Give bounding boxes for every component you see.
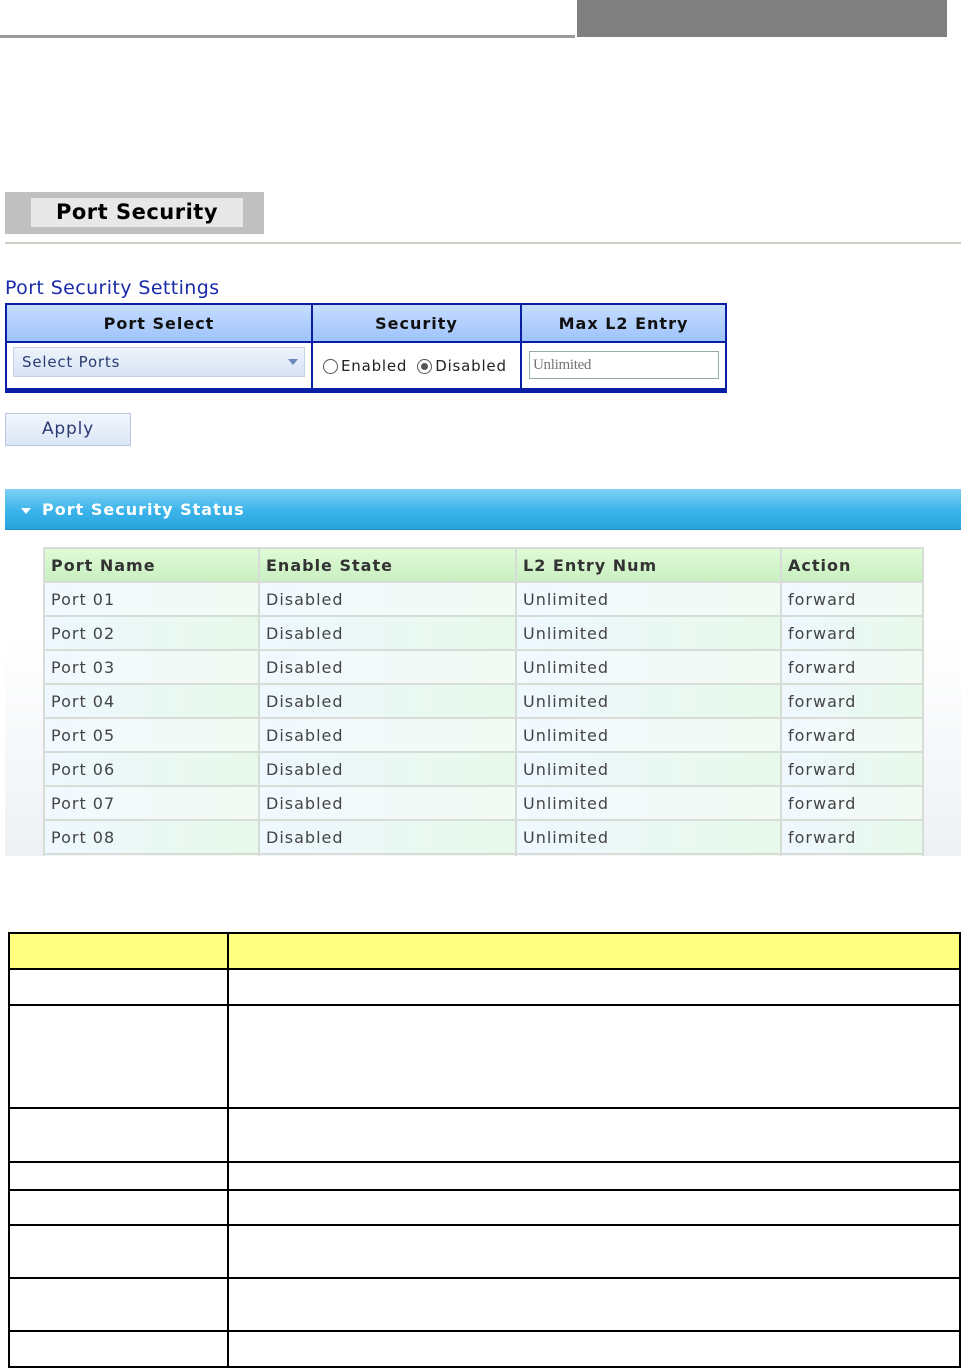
chevron-down-icon	[288, 359, 298, 365]
description-row	[9, 1331, 960, 1367]
max-l2-entry-cell	[522, 343, 725, 388]
security-disabled-label: Disabled	[435, 357, 507, 375]
table-row-partial	[44, 854, 923, 856]
description-row	[9, 1005, 960, 1108]
description-row	[9, 1190, 960, 1225]
l2-entry-num-cell: Unlimited	[516, 684, 781, 718]
table-row	[44, 820, 923, 854]
col-enable-state: Enable State	[259, 548, 516, 582]
port-name-cell: Port 05	[44, 718, 259, 752]
empty-cell	[781, 854, 923, 856]
description-cell	[228, 1162, 960, 1190]
table-row	[44, 582, 923, 616]
security-enabled-radio[interactable]	[323, 359, 338, 374]
header-max-l2-entry: Max L2 Entry	[522, 305, 725, 343]
description-cell	[9, 1190, 228, 1225]
page-title: Port Security	[31, 198, 243, 227]
action-cell: forward	[781, 582, 923, 616]
description-cell	[9, 1278, 228, 1331]
empty-cell	[259, 854, 516, 856]
status-panel-title: Port Security Status	[42, 500, 245, 519]
l2-entry-num-cell: Unlimited	[516, 752, 781, 786]
description-row	[9, 1162, 960, 1190]
description-row	[9, 1278, 960, 1331]
enable-state-cell: Disabled	[259, 650, 516, 684]
description-cell	[9, 1225, 228, 1278]
enable-state-cell: Disabled	[259, 718, 516, 752]
description-row	[9, 969, 960, 1005]
port-name-cell: Port 04	[44, 684, 259, 718]
description-cell	[9, 1162, 228, 1190]
l2-entry-num-cell: Unlimited	[516, 786, 781, 820]
description-table	[8, 932, 961, 1368]
table-row	[44, 616, 923, 650]
collapse-triangle-icon	[21, 508, 31, 514]
enable-state-cell: Disabled	[259, 684, 516, 718]
security-disabled-radio[interactable]	[417, 359, 432, 374]
port-name-cell: Port 08	[44, 820, 259, 854]
security-radio-group	[323, 357, 517, 375]
port-name-cell: Port 03	[44, 650, 259, 684]
col-action: Action	[781, 548, 923, 582]
header-rule	[0, 35, 575, 38]
empty-cell	[44, 854, 259, 856]
description-cell	[228, 1225, 960, 1278]
port-security-status-panel	[5, 489, 961, 856]
port-name-cell: Port 01	[44, 582, 259, 616]
port-select-value: Select Ports	[22, 353, 121, 371]
description-cell	[9, 1005, 228, 1108]
title-divider	[5, 242, 961, 244]
port-name-cell: Port 07	[44, 786, 259, 820]
settings-table	[5, 303, 727, 393]
description-row	[9, 1225, 960, 1278]
enable-state-cell: Disabled	[259, 786, 516, 820]
port-name-cell: Port 06	[44, 752, 259, 786]
status-header-row	[44, 548, 923, 582]
empty-cell	[516, 854, 781, 856]
action-cell: forward	[781, 820, 923, 854]
settings-caption: Port Security Settings	[5, 277, 220, 299]
description-cell	[228, 1278, 960, 1331]
action-cell: forward	[781, 718, 923, 752]
action-cell: forward	[781, 684, 923, 718]
table-row	[44, 650, 923, 684]
description-header-row	[9, 933, 960, 969]
header-port-select: Port Select	[7, 305, 313, 343]
description-cell	[228, 1108, 960, 1162]
header-block	[577, 0, 947, 37]
table-row	[44, 752, 923, 786]
action-cell: forward	[781, 786, 923, 820]
enable-state-cell: Disabled	[259, 820, 516, 854]
page-title-tab	[5, 192, 264, 234]
header-security: Security	[313, 305, 522, 343]
description-header-cell	[228, 933, 960, 969]
table-row	[44, 684, 923, 718]
description-row	[9, 1108, 960, 1162]
settings-body-row	[7, 343, 725, 388]
table-row	[44, 718, 923, 752]
port-select-dropdown[interactable]	[13, 347, 305, 377]
enable-state-cell: Disabled	[259, 616, 516, 650]
action-cell: forward	[781, 650, 923, 684]
description-cell	[9, 1331, 228, 1367]
action-cell: forward	[781, 752, 923, 786]
table-row	[44, 786, 923, 820]
enable-state-cell: Disabled	[259, 582, 516, 616]
action-cell: forward	[781, 616, 923, 650]
description-cell	[9, 969, 228, 1005]
apply-button[interactable]: Apply	[5, 413, 131, 446]
status-panel-header[interactable]	[5, 489, 961, 530]
description-cell	[9, 1108, 228, 1162]
l2-entry-num-cell: Unlimited	[516, 718, 781, 752]
port-select-cell	[7, 343, 313, 388]
description-cell	[228, 1190, 960, 1225]
l2-entry-num-cell: Unlimited	[516, 582, 781, 616]
l2-entry-num-cell: Unlimited	[516, 820, 781, 854]
security-cell	[313, 343, 522, 388]
description-header-cell	[9, 933, 228, 969]
description-cell	[228, 1331, 960, 1367]
port-name-cell: Port 02	[44, 616, 259, 650]
description-cell	[228, 969, 960, 1005]
enable-state-cell: Disabled	[259, 752, 516, 786]
security-enabled-label: Enabled	[341, 357, 408, 375]
status-table	[43, 547, 924, 856]
settings-header-row	[7, 305, 725, 343]
description-cell	[228, 1005, 960, 1108]
max-l2-entry-input[interactable]	[529, 351, 719, 379]
col-l2-entry-num: L2 Entry Num	[516, 548, 781, 582]
col-port-name: Port Name	[44, 548, 259, 582]
l2-entry-num-cell: Unlimited	[516, 650, 781, 684]
l2-entry-num-cell: Unlimited	[516, 616, 781, 650]
